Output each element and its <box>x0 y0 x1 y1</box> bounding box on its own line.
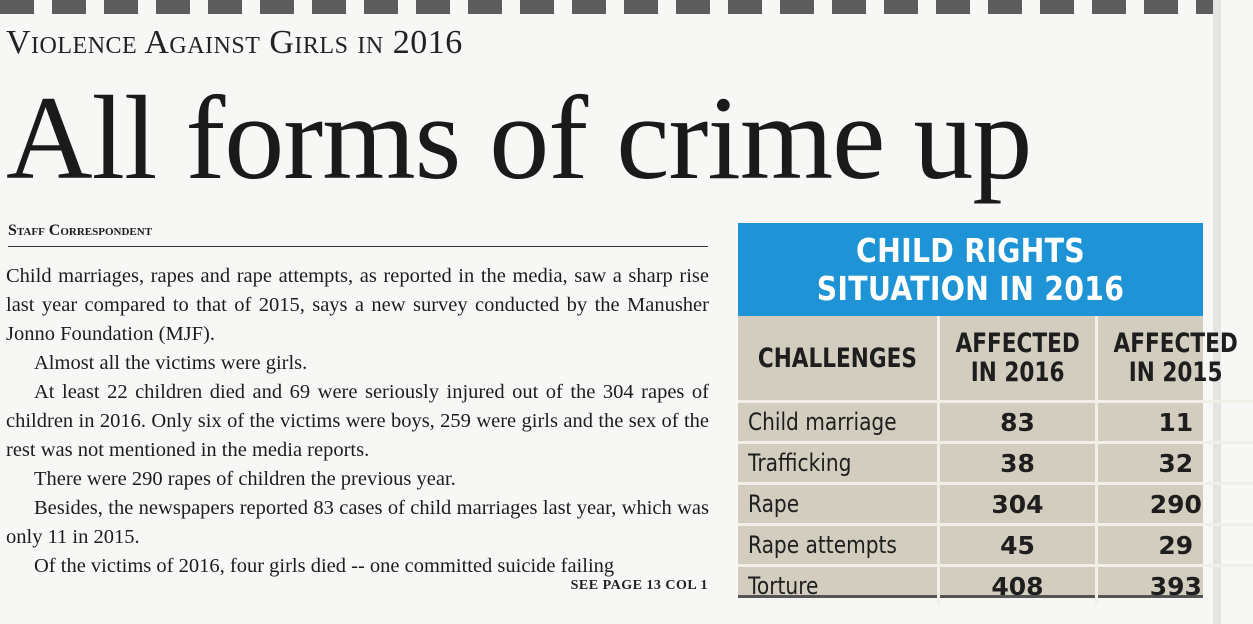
paragraph: There were 290 rapes of children the previous year. <box>34 468 456 490</box>
top-rule-decoration <box>0 0 1221 14</box>
infobox-table <box>738 316 1253 605</box>
article-body <box>6 262 709 581</box>
row-label: Torture <box>738 566 938 606</box>
row-label: Trafficking <box>738 443 938 484</box>
infobox <box>738 223 1238 601</box>
byline: Staff Correspondent <box>8 222 708 247</box>
table-row <box>738 443 1253 484</box>
paragraph: Besides, the newspapers reported 83 cases of child marriages last year, which was only 11 in 2015. <box>6 497 709 548</box>
row-label: Rape attempts <box>738 525 938 566</box>
value-2015: 393 <box>1149 571 1202 601</box>
table-row <box>738 484 1253 525</box>
value-2015: 32 <box>1097 443 1253 484</box>
column-header-2016: AFFECTED IN 2016 <box>938 316 1096 402</box>
headline: All forms of crime up <box>6 71 1032 204</box>
paragraph: At least 22 children died and 69 were seriously injured out of the 304 rapes of children in 2016. Only six of the victims were boys, 259 were girls and the sex of the rest was not mentioned in the media reports. <box>6 381 709 461</box>
value-2016: 38 <box>938 443 1096 484</box>
paragraph: Child marriages, rapes and rape attempts, as reported in the media, saw a sharp rise last year compared to that of 2015, says a new survey conducted by the Manusher Jonno Foundation (MJF). <box>6 265 709 345</box>
table-row <box>738 402 1253 443</box>
continuation-note: SEE PAGE 13 COL 1 <box>570 578 708 593</box>
value-2015: 11 <box>1097 402 1253 443</box>
infobox-title-line2: SITUATION IN 2016 <box>816 268 1125 308</box>
table-header-row <box>738 316 1253 402</box>
table-row <box>738 525 1253 566</box>
column-header-2015: AFFECTED IN 2015 <box>1097 316 1253 402</box>
value-2016: 408 <box>938 566 1096 606</box>
kicker: Violence Against Girls in 2016 <box>6 24 463 61</box>
column-header-challenges: CHALLENGES <box>738 316 938 402</box>
value-2016: 83 <box>938 402 1096 443</box>
infobox-title <box>738 223 1203 316</box>
value-2015: 290 <box>1097 484 1253 525</box>
paragraph: Of the victims of 2016, four girls died -- one committed suicide failing <box>34 555 615 577</box>
value-2016: 45 <box>938 525 1096 566</box>
table-row <box>738 566 1253 606</box>
row-label: Rape <box>738 484 938 525</box>
value-2016: 304 <box>938 484 1096 525</box>
row-label: Child marriage <box>738 402 938 443</box>
value-2015: 29 <box>1097 525 1253 566</box>
infobox-title-line1: CHILD RIGHTS <box>855 230 1086 270</box>
paragraph: Almost all the victims were girls. <box>34 352 308 374</box>
